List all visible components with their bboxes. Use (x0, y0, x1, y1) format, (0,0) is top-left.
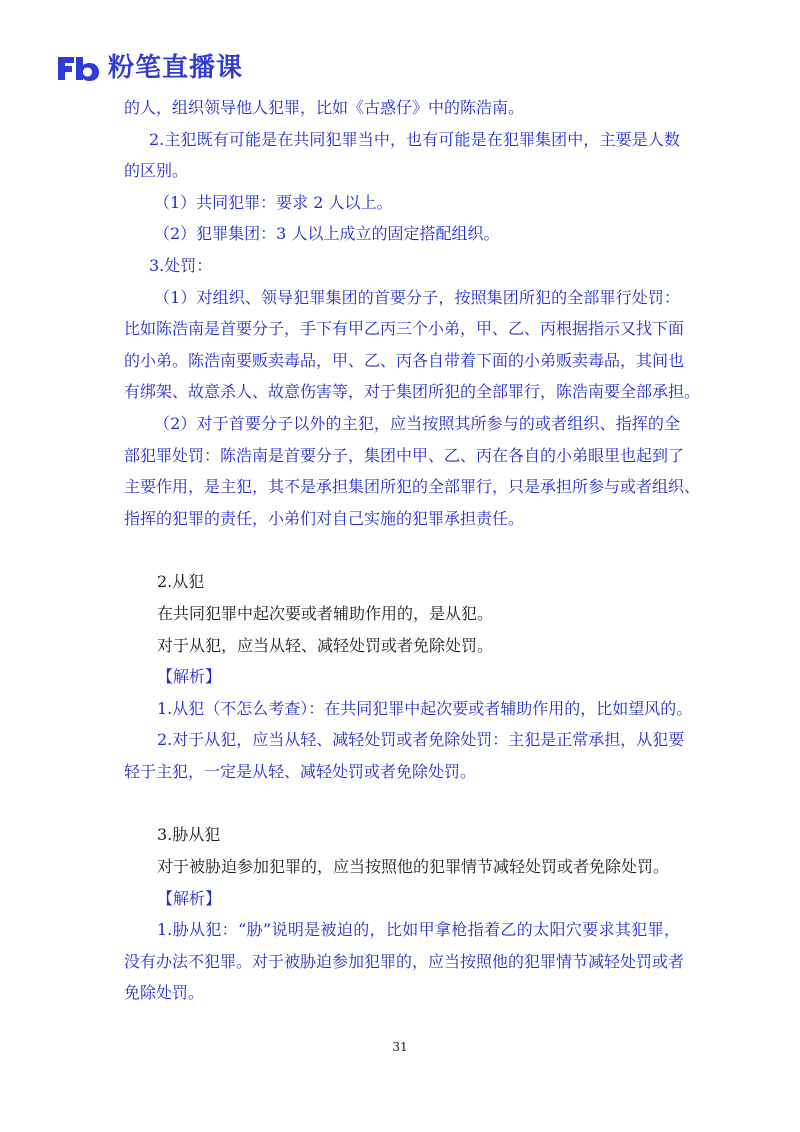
paragraph-line: 对于从犯，应当从轻、减轻处罚或者免除处罚。 (157, 635, 494, 655)
section-heading: 3.胁从犯 (157, 825, 221, 845)
paragraph-line: 1.胁从犯：“胁”说明是被迫的，比如甲拿枪指着乙的太阳穴要求其犯罪， (157, 920, 680, 940)
paragraph-line: 对于被胁迫参加犯罪的，应当按照他的犯罪情节减轻处罚或者免除处罚。 (157, 857, 670, 877)
document-body (124, 92, 701, 1009)
paragraph-line: 指挥的犯罪的责任，小弟们对自己实施的犯罪承担责任。 (124, 508, 525, 528)
page-header (56, 50, 243, 86)
paragraph-line: 比如陈浩南是首要分子，手下有甲乙丙三个小弟，甲、乙、丙根据指示又找下面 (124, 319, 685, 339)
paragraph-line: 在共同犯罪中起次要或者辅助作用的，是从犯。 (157, 603, 494, 623)
fenbi-logo-icon (56, 53, 102, 83)
page-number: 31 (392, 1040, 408, 1054)
paragraph-line: 2.主犯既有可能是在共同犯罪当中，也有可能是在犯罪集团中，主要是人数 (149, 129, 680, 149)
paragraph-line: 没有办法不犯罪。对于被胁迫参加犯罪的，应当按照他的犯罪情节减轻处罚或者 (124, 951, 685, 971)
paragraph-line: 有绑架、故意杀人、故意伤害等，对于集团所犯的全部罪行，陈浩南要全部承担。 (124, 382, 701, 402)
paragraph-line: 的人，组织领导他人犯罪，比如《古惑仔》中的陈浩南。 (124, 98, 525, 117)
paragraph-line: （2）对于首要分子以外的主犯，应当按照其所参与的或者组织、指挥的全 (154, 413, 680, 433)
analysis-label: 【解析】 (157, 888, 222, 908)
section-heading: 2.从犯 (157, 572, 205, 592)
paragraph-line: （1）共同犯罪：要求 2 人以上。 (154, 192, 393, 212)
paragraph-line: 主要作用，是主犯，其不是承担集团所犯的全部罪行，只是承担所参与或者组织、 (124, 477, 701, 497)
paragraph-line: （1）对组织、领导犯罪集团的首要分子，按照集团所犯的全部罪行处罚： (154, 287, 680, 307)
paragraph-line: 轻于主犯，一定是从轻、减轻处罚或者免除处罚。 (124, 761, 477, 781)
paragraph-line: 1.从犯（不怎么考查）：在共同犯罪中起次要或者辅助作用的，比如望风的。 (157, 698, 693, 718)
paragraph-line: 免除处罚。 (124, 983, 205, 1003)
brand-name: 粉笔直播课 (108, 53, 244, 83)
paragraph-line: 的区别。 (124, 161, 189, 181)
paragraph-line: （2）犯罪集团：3 人以上成立的固定搭配组织。 (154, 224, 500, 244)
paragraph-line: 部犯罪处罚：陈浩南是首要分子，集团中甲、乙、丙在各自的小弟眼里也起到了 (124, 445, 685, 465)
paragraph-line: 2.对于从犯，应当从轻、减轻处罚或者免除处罚：主犯是正常承担，从犯要 (157, 730, 685, 750)
paragraph-line: 的小弟。陈浩南要贩卖毒品，甲、乙、丙各自带着下面的小弟贩卖毒品，其间也 (124, 350, 685, 370)
analysis-label: 【解析】 (157, 667, 222, 687)
paragraph-line: 3.处罚： (149, 255, 213, 275)
